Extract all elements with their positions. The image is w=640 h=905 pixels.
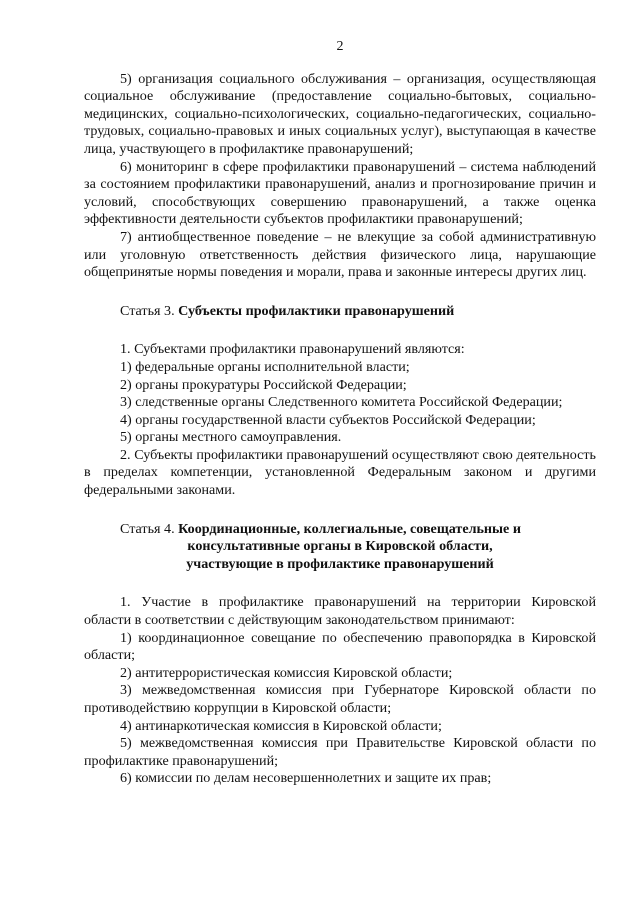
article-4-prefix: Статья 4. (120, 520, 175, 537)
article-3-title: Субъекты профилактики правонарушений (178, 302, 455, 319)
article-4-paragraph: 1. Участие в профилактике правонарушений на территории Кировской области в соответствии с действующим законодательством принимают: (84, 594, 596, 629)
article-4-heading-line-2 (84, 538, 596, 556)
article-4-title-line: консультативные органы в Кировской области, (187, 538, 493, 555)
article-4-title-line: участвующие в профилактике правонарушений (186, 555, 494, 572)
article-3-heading (84, 303, 596, 321)
definition-item-7: 7) антиобщественное поведение – не влекущие за собой административную или уголовную ответственность действия физического лица, нарушающие общепринятые нормы поведения и морали, права и законные интересы других лиц. (84, 228, 596, 281)
article-4-heading (84, 521, 596, 574)
article-4-paragraph: 5) межведомственная комиссия при Правительстве Кировской области по профилактике правонарушений; (84, 735, 596, 769)
article-4-heading-line-1 (84, 521, 596, 539)
article-3-prefix: Статья 3. (120, 302, 175, 319)
article-4-paragraph: 6) комиссии по делам несовершеннолетних и защите их прав; (120, 770, 492, 787)
page-number: 2 (336, 39, 344, 54)
article-3-paragraph: 1. Субъектами профилактики правонарушений являются: (120, 341, 465, 358)
article-4-paragraph: 2) антитеррористическая комиссия Кировской области; (120, 664, 453, 681)
article-4-paragraph: 4) антинаркотическая комиссия в Кировской области; (120, 717, 442, 734)
article-3-paragraph: 2. Субъекты профилактики правонарушений осуществляют свою деятельность в пределах компетенции, установленной Федеральным законом и другими федеральными законами. (84, 446, 596, 499)
article-3-paragraph: 2) органы прокуратуры Российской Федерации; (120, 376, 407, 393)
article-3-paragraph: 4) органы государственной власти субъектов Российской Федерации; (120, 411, 536, 428)
article-4-heading-line-3 (84, 556, 596, 574)
definition-item-5: 5) организация социального обслуживания – организация, осуществляющая социальное обслуживание (предоставление социально-бытовых, социально-медицинских, социально-психологических, социально-педагогических, социально-трудовых, социально-правовых и иных социальных услуг), выступающая в качестве лица, участвующего в профилактике правонарушений; (84, 70, 596, 157)
article-4-paragraph: 3) межведомственная комиссия при Губернаторе Кировской области по противодействию коррупции в Кировской области; (84, 682, 596, 716)
document-page (84, 38, 596, 788)
article-3-paragraph: 5) органы местного самоуправления. (120, 429, 342, 446)
article-3-paragraph: 3) следственные органы Следственного комитета Российской Федерации; (120, 394, 563, 411)
article-3-paragraph: 1) федеральные органы исполнительной власти; (120, 358, 410, 375)
article-4-paragraph: 1) координационное совещание по обеспечению правопорядка в Кировской области; (84, 629, 596, 664)
article-4-title-line: Координационные, коллегиальные, совещательные и (178, 520, 521, 537)
definition-item-6: 6) мониторинг в сфере профилактики правонарушений – система наблюдений за состоянием профилактики правонарушений, анализ и прогнозирование причин и условий, способствующих совершению правонарушений, а также оценка эффективности деятельности субъектов профилактики правонарушений; (84, 158, 596, 228)
